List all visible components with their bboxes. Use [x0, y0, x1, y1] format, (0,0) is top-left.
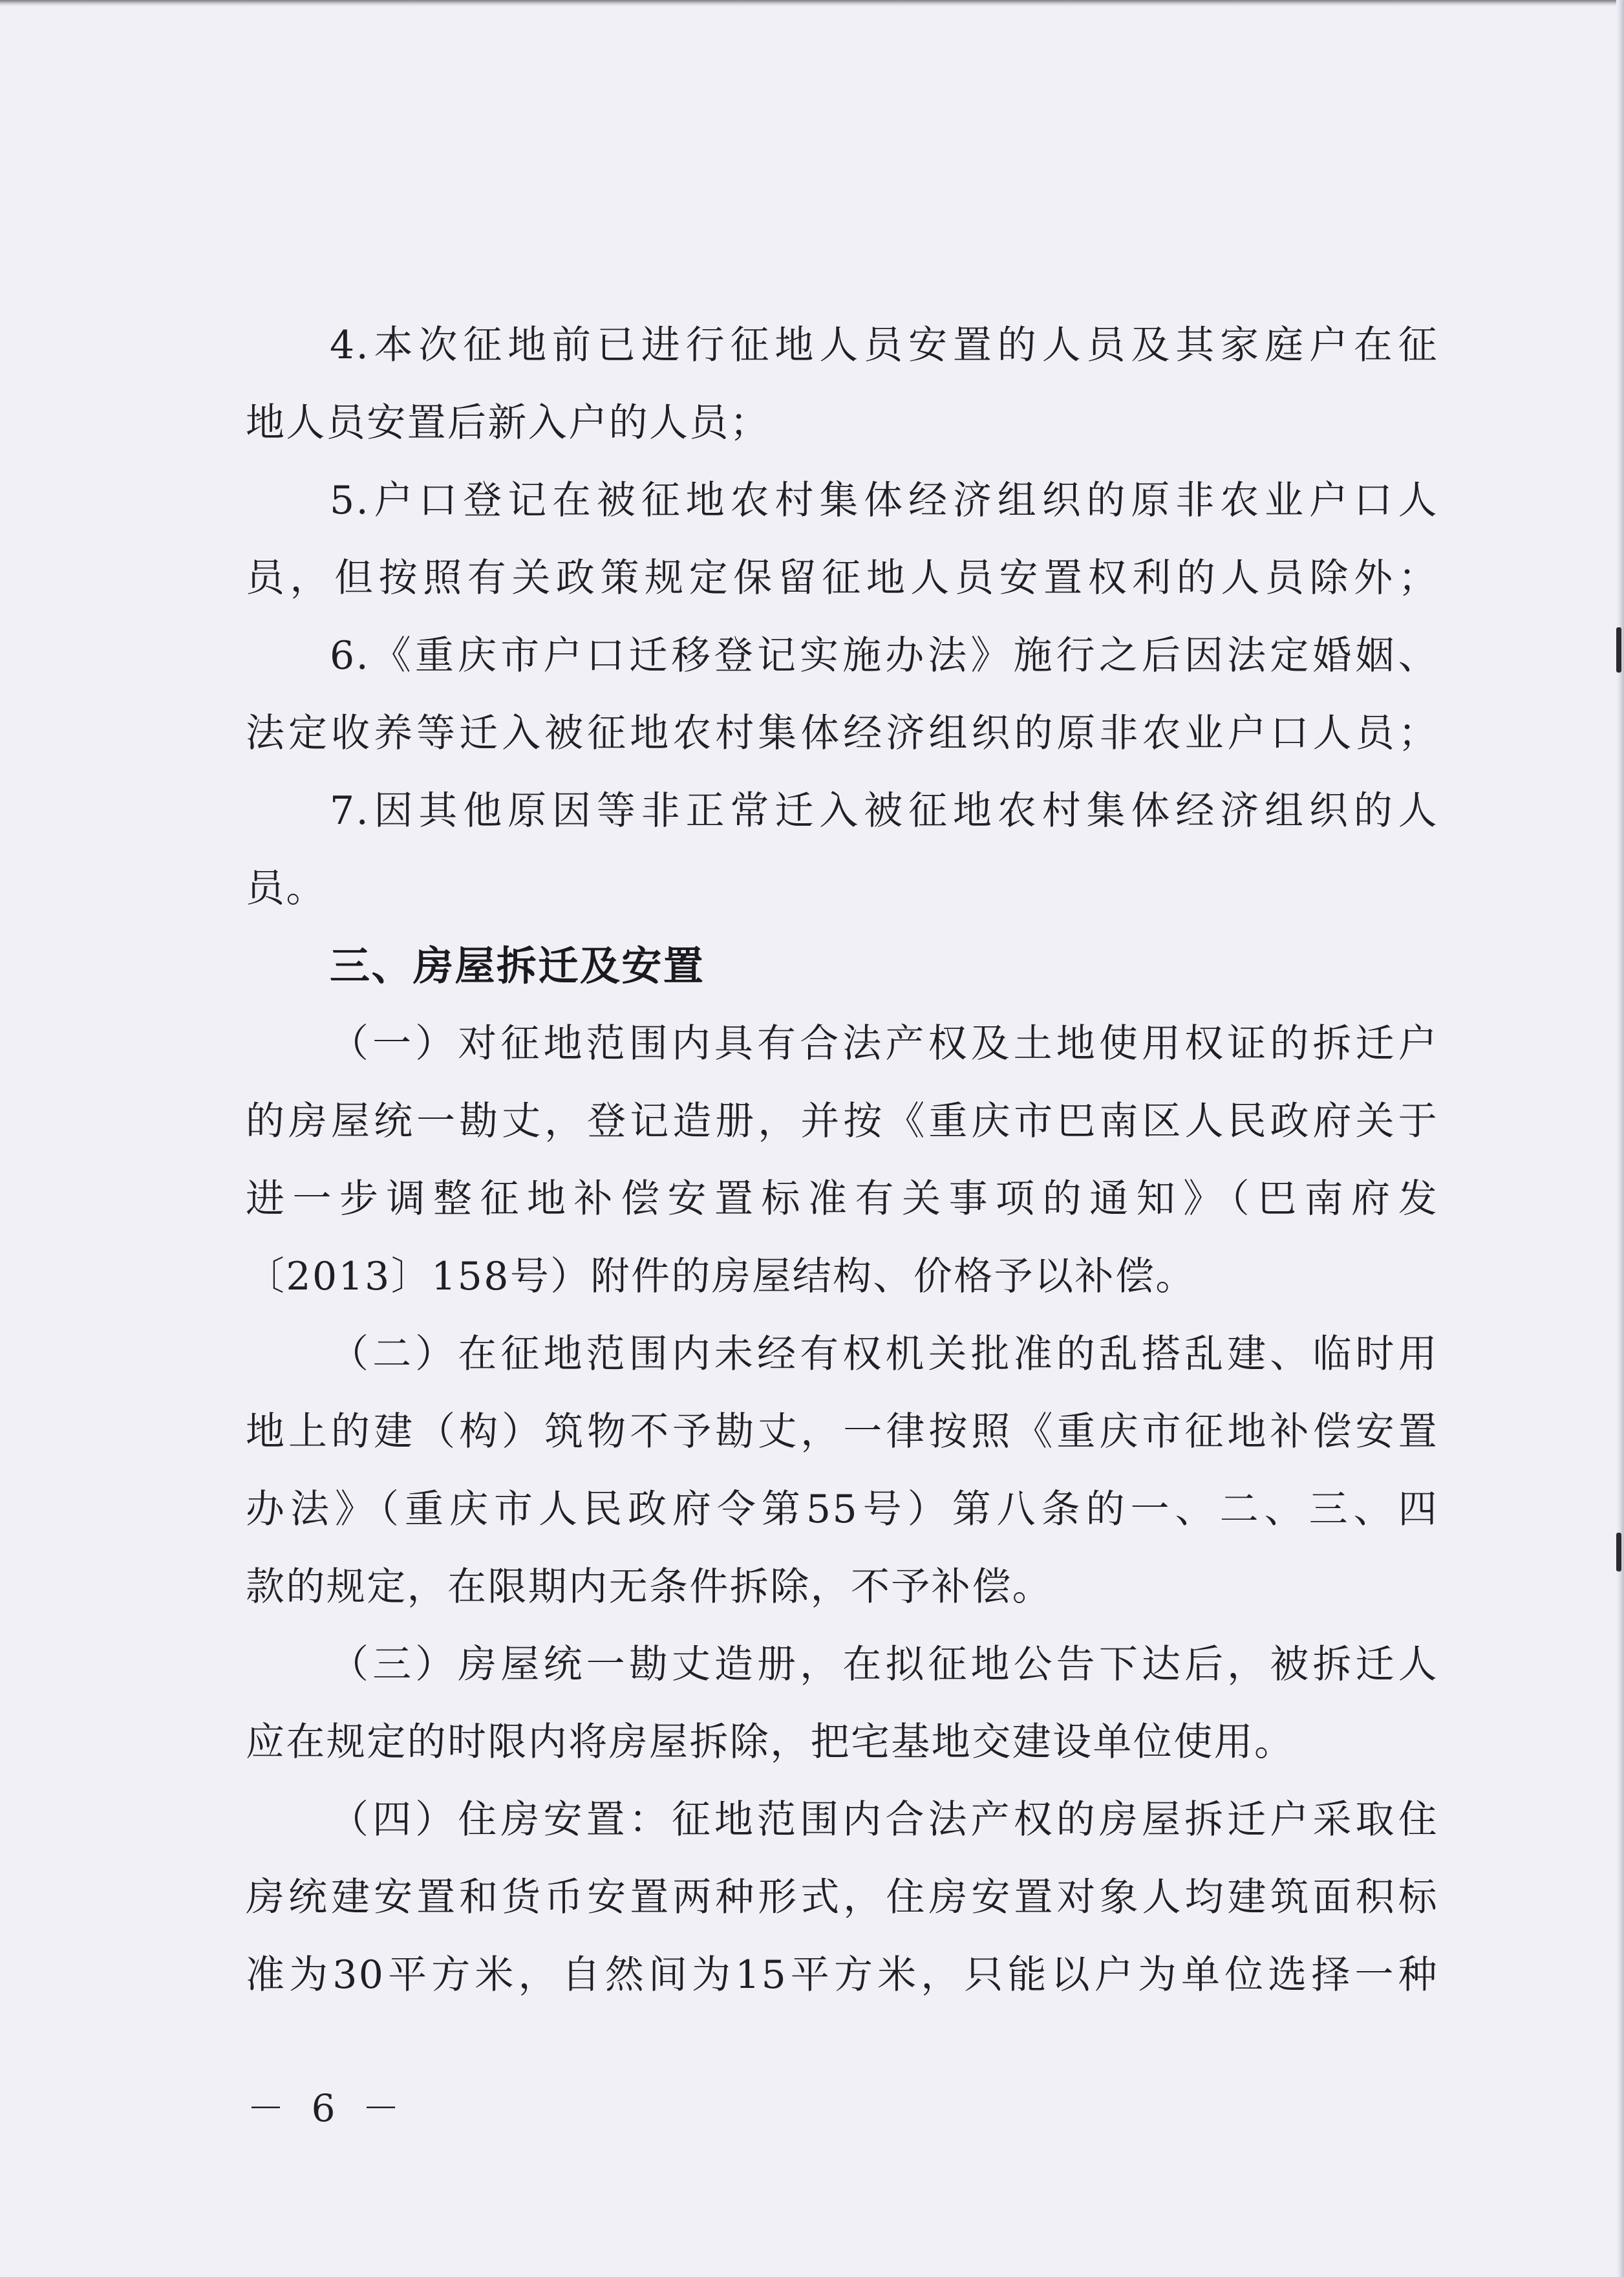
clause-1-line-4: 〔2013〕158号）附件的房屋结构、价格予以补偿。	[246, 1254, 1196, 1299]
clause-4-line-2: 房统建安置和货币安置两种形式，住房安置对象人均建筑面积标	[246, 1875, 1438, 1920]
clause-2-line-1: （二）在征地范围内未经有权机关批准的乱搭乱建、临时用	[330, 1332, 1438, 1377]
clause-3-line-2: 应在规定的时限内将房屋拆除，把宅基地交建设单位使用。	[246, 1720, 1295, 1765]
item-7-line-1: 7.因其他原因等非正常迁入被征地农村集体经济组织的人	[330, 788, 1438, 834]
item-4-line-2: 地人员安置后新入户的人员；	[246, 400, 771, 446]
item-4-line-1: 4.本次征地前已进行征地人员安置的人员及其家庭户在征	[330, 323, 1438, 368]
scan-margin-mark	[1616, 1533, 1621, 1571]
clause-2-line-2: 地上的建（构）筑物不予勘丈，一律按照《重庆市征地补偿安置	[246, 1409, 1438, 1454]
scan-top-edge	[0, 0, 1624, 6]
section-heading: 三、房屋拆迁及安置	[330, 942, 705, 989]
scan-margin-mark	[1616, 627, 1621, 673]
clause-2-line-4: 款的规定，在限期内无条件拆除，不予补偿。	[246, 1564, 1052, 1610]
clause-1-line-3: 进一步调整征地补偿安置标准有关事项的通知》（巴南府发	[246, 1176, 1438, 1222]
scan-right-edge	[1616, 0, 1624, 2277]
clause-3-line-1: （三）房屋统一勘丈造册，在拟征地公告下达后，被拆迁人	[330, 1642, 1438, 1687]
item-7-line-2: 员。	[246, 866, 326, 911]
clause-2-line-3: 办法》（重庆市人民政府令第55号）第八条的一、二、三、四	[246, 1487, 1438, 1532]
page-number: － 6 －	[247, 2086, 407, 2130]
clause-1-line-1: （一）对征地范围内具有合法产权及土地使用权证的拆迁户	[330, 1021, 1438, 1066]
clause-4-line-1: （四）住房安置：征地范围内合法产权的房屋拆迁户采取住	[330, 1797, 1438, 1842]
item-5-line-1: 5.户口登记在被征地农村集体经济组织的原非农业户口人	[330, 478, 1438, 523]
item-6-line-2: 法定收养等迁入被征地农村集体经济组织的原非农业户口人员；	[246, 711, 1438, 756]
item-6-line-1: 6.《重庆市户口迁移登记实施办法》施行之后因法定婚姻、	[330, 633, 1438, 678]
clause-1-line-2: 的房屋统一勘丈，登记造册，并按《重庆市巴南区人民政府关于	[246, 1099, 1438, 1144]
clause-4-line-3: 准为30平方米，自然间为15平方米，只能以户为单位选择一种	[246, 1952, 1438, 1998]
item-5-line-2: 员，但按照有关政策规定保留征地人员安置权利的人员除外；	[246, 556, 1438, 601]
